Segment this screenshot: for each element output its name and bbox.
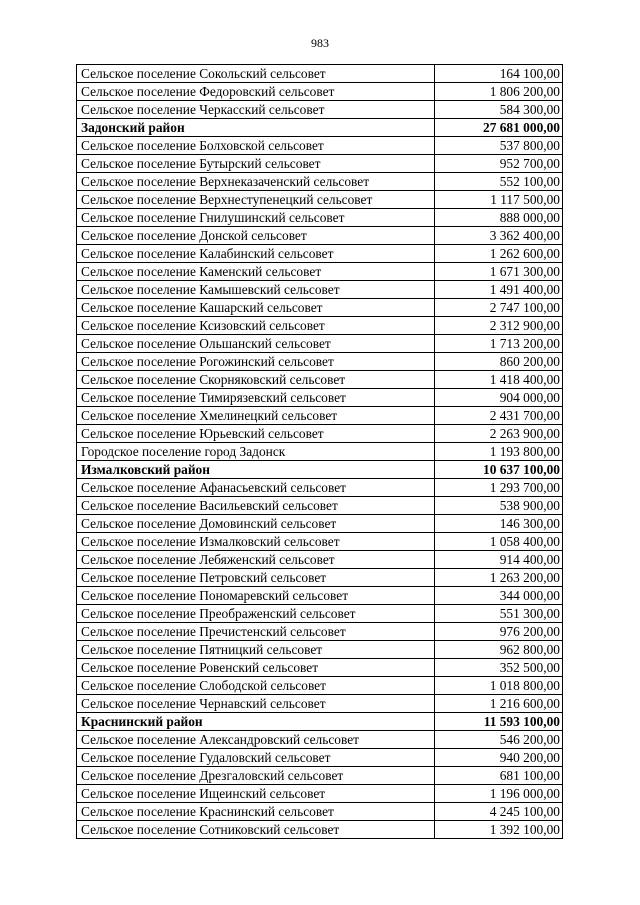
table-row bbox=[77, 353, 563, 371]
amount-cell: 1 058 400,00 bbox=[435, 533, 563, 551]
table-row bbox=[77, 677, 563, 695]
table-row bbox=[77, 623, 563, 641]
amount-cell: 1 263 200,00 bbox=[435, 569, 563, 587]
amount-cell: 1 196 000,00 bbox=[435, 785, 563, 803]
settlement-name-cell: Сельское поселение Слободской сельсовет bbox=[77, 677, 435, 695]
settlement-name-cell: Сельское поселение Калабинский сельсовет bbox=[77, 245, 435, 263]
table-row bbox=[77, 587, 563, 605]
amount-cell: 1 671 300,00 bbox=[435, 263, 563, 281]
settlement-name-cell: Сельское поселение Верхнеступенецкий сельсовет bbox=[77, 191, 435, 209]
table-row bbox=[77, 497, 563, 515]
amount-cell: 952 700,00 bbox=[435, 155, 563, 173]
table-row bbox=[77, 407, 563, 425]
settlement-name-cell: Сельское поселение Чернавский сельсовет bbox=[77, 695, 435, 713]
settlement-name-cell: Сельское поселение Сокольский сельсовет bbox=[77, 65, 435, 83]
table-row bbox=[77, 227, 563, 245]
settlement-name-cell: Сельское поселение Пономаревский сельсовет bbox=[77, 587, 435, 605]
amount-cell: 4 245 100,00 bbox=[435, 803, 563, 821]
settlement-name-cell: Сельское поселение Дрезгаловский сельсовет bbox=[77, 767, 435, 785]
settlement-name-cell: Сельское поселение Бутырский сельсовет bbox=[77, 155, 435, 173]
amount-cell: 914 400,00 bbox=[435, 551, 563, 569]
settlement-name-cell: Сельское поселение Кашарский сельсовет bbox=[77, 299, 435, 317]
table-row bbox=[77, 245, 563, 263]
settlement-name-cell: Сельское поселение Юрьевский сельсовет bbox=[77, 425, 435, 443]
settlement-name-cell: Сельское поселение Краснинский сельсовет bbox=[77, 803, 435, 821]
page-number: 983 bbox=[311, 36, 329, 50]
table-row bbox=[77, 443, 563, 461]
district-total-cell: 27 681 000,00 bbox=[435, 119, 563, 137]
settlement-name-cell: Сельское поселение Ровенский сельсовет bbox=[77, 659, 435, 677]
district-row bbox=[77, 461, 563, 479]
amount-cell: 940 200,00 bbox=[435, 749, 563, 767]
table-row bbox=[77, 695, 563, 713]
table-row bbox=[77, 281, 563, 299]
table-row bbox=[77, 659, 563, 677]
amount-cell: 1 392 100,00 bbox=[435, 821, 563, 839]
settlement-name-cell: Сельское поселение Хмелинецкий сельсовет bbox=[77, 407, 435, 425]
table-row bbox=[77, 533, 563, 551]
table-row bbox=[77, 605, 563, 623]
district-total-cell: 11 593 100,00 bbox=[435, 713, 563, 731]
amount-cell: 538 900,00 bbox=[435, 497, 563, 515]
amount-cell: 1 418 400,00 bbox=[435, 371, 563, 389]
table-row bbox=[77, 191, 563, 209]
table-row bbox=[77, 263, 563, 281]
settlement-name-cell: Сельское поселение Болховской сельсовет bbox=[77, 137, 435, 155]
amount-cell: 1 018 800,00 bbox=[435, 677, 563, 695]
settlement-name-cell: Сельское поселение Сотниковский сельсовет bbox=[77, 821, 435, 839]
settlement-name-cell: Сельское поселение Камышевский сельсовет bbox=[77, 281, 435, 299]
settlement-name-cell: Сельское поселение Васильевский сельсовет bbox=[77, 497, 435, 515]
table-row bbox=[77, 173, 563, 191]
settlement-name-cell: Сельское поселение Каменский сельсовет bbox=[77, 263, 435, 281]
amount-cell: 552 100,00 bbox=[435, 173, 563, 191]
amount-cell: 2 747 100,00 bbox=[435, 299, 563, 317]
amount-cell: 962 800,00 bbox=[435, 641, 563, 659]
district-name-cell: Задонский район bbox=[77, 119, 435, 137]
table-row bbox=[77, 515, 563, 533]
amount-cell: 1 262 600,00 bbox=[435, 245, 563, 263]
table-row bbox=[77, 101, 563, 119]
amount-cell: 904 000,00 bbox=[435, 389, 563, 407]
settlement-name-cell: Сельское поселение Афанасьевский сельсовет bbox=[77, 479, 435, 497]
amount-cell: 976 200,00 bbox=[435, 623, 563, 641]
settlement-name-cell: Сельское поселение Донской сельсовет bbox=[77, 227, 435, 245]
amount-cell: 1 216 600,00 bbox=[435, 695, 563, 713]
amount-cell: 1 193 800,00 bbox=[435, 443, 563, 461]
amount-cell: 2 263 900,00 bbox=[435, 425, 563, 443]
settlement-name-cell: Сельское поселение Федоровский сельсовет bbox=[77, 83, 435, 101]
settlement-name-cell: Сельское поселение Скорняковский сельсовет bbox=[77, 371, 435, 389]
district-name-cell: Измалковский район bbox=[77, 461, 435, 479]
amount-cell: 1 117 500,00 bbox=[435, 191, 563, 209]
amount-cell: 146 300,00 bbox=[435, 515, 563, 533]
table-row bbox=[77, 821, 563, 839]
settlement-name-cell: Сельское поселение Измалковский сельсовет bbox=[77, 533, 435, 551]
table-row bbox=[77, 785, 563, 803]
amount-cell: 3 362 400,00 bbox=[435, 227, 563, 245]
amount-cell: 681 100,00 bbox=[435, 767, 563, 785]
settlement-name-cell: Городское поселение город Задонск bbox=[77, 443, 435, 461]
settlement-name-cell: Сельское поселение Петровский сельсовет bbox=[77, 569, 435, 587]
table-row bbox=[77, 137, 563, 155]
amount-cell: 1 491 400,00 bbox=[435, 281, 563, 299]
table-row bbox=[77, 371, 563, 389]
settlement-name-cell: Сельское поселение Пречистенский сельсовет bbox=[77, 623, 435, 641]
settlement-name-cell: Сельское поселение Преображенский сельсовет bbox=[77, 605, 435, 623]
table-row bbox=[77, 767, 563, 785]
table-row bbox=[77, 749, 563, 767]
budget-allocation-table bbox=[76, 64, 563, 839]
district-name-cell: Краснинский район bbox=[77, 713, 435, 731]
settlement-name-cell: Сельское поселение Домовинский сельсовет bbox=[77, 515, 435, 533]
table-row bbox=[77, 209, 563, 227]
settlement-name-cell: Сельское поселение Гудаловский сельсовет bbox=[77, 749, 435, 767]
amount-cell: 860 200,00 bbox=[435, 353, 563, 371]
amount-cell: 1 293 700,00 bbox=[435, 479, 563, 497]
amount-cell: 584 300,00 bbox=[435, 101, 563, 119]
settlement-name-cell: Сельское поселение Ищеинский сельсовет bbox=[77, 785, 435, 803]
table-row bbox=[77, 569, 563, 587]
table-row bbox=[77, 425, 563, 443]
table-row bbox=[77, 731, 563, 749]
settlement-name-cell: Сельское поселение Пятницкий сельсовет bbox=[77, 641, 435, 659]
table-body bbox=[77, 65, 563, 839]
amount-cell: 1 806 200,00 bbox=[435, 83, 563, 101]
table-row bbox=[77, 389, 563, 407]
amount-cell: 546 200,00 bbox=[435, 731, 563, 749]
amount-cell: 2 312 900,00 bbox=[435, 317, 563, 335]
settlement-name-cell: Сельское поселение Ксизовский сельсовет bbox=[77, 317, 435, 335]
settlement-name-cell: Сельское поселение Черкасский сельсовет bbox=[77, 101, 435, 119]
settlement-name-cell: Сельское поселение Тимирязевский сельсовет bbox=[77, 389, 435, 407]
table-row bbox=[77, 803, 563, 821]
amount-cell: 1 713 200,00 bbox=[435, 335, 563, 353]
district-total-cell: 10 637 100,00 bbox=[435, 461, 563, 479]
amount-cell: 2 431 700,00 bbox=[435, 407, 563, 425]
settlement-name-cell: Сельское поселение Верхнеказаченский сельсовет bbox=[77, 173, 435, 191]
table-row bbox=[77, 65, 563, 83]
amount-cell: 344 000,00 bbox=[435, 587, 563, 605]
table-row bbox=[77, 551, 563, 569]
amount-cell: 888 000,00 bbox=[435, 209, 563, 227]
table-row bbox=[77, 479, 563, 497]
settlement-name-cell: Сельское поселение Рогожинский сельсовет bbox=[77, 353, 435, 371]
table-row bbox=[77, 335, 563, 353]
settlement-name-cell: Сельское поселение Ольшанский сельсовет bbox=[77, 335, 435, 353]
table-row bbox=[77, 83, 563, 101]
amount-cell: 551 300,00 bbox=[435, 605, 563, 623]
amount-cell: 352 500,00 bbox=[435, 659, 563, 677]
district-row bbox=[77, 713, 563, 731]
amount-cell: 164 100,00 bbox=[435, 65, 563, 83]
table-row bbox=[77, 641, 563, 659]
amount-cell: 537 800,00 bbox=[435, 137, 563, 155]
settlement-name-cell: Сельское поселение Лебяженский сельсовет bbox=[77, 551, 435, 569]
settlement-name-cell: Сельское поселение Гнилушинский сельсовет bbox=[77, 209, 435, 227]
settlement-name-cell: Сельское поселение Александровский сельсовет bbox=[77, 731, 435, 749]
table-row bbox=[77, 317, 563, 335]
table-row bbox=[77, 299, 563, 317]
district-row bbox=[77, 119, 563, 137]
table-row bbox=[77, 155, 563, 173]
